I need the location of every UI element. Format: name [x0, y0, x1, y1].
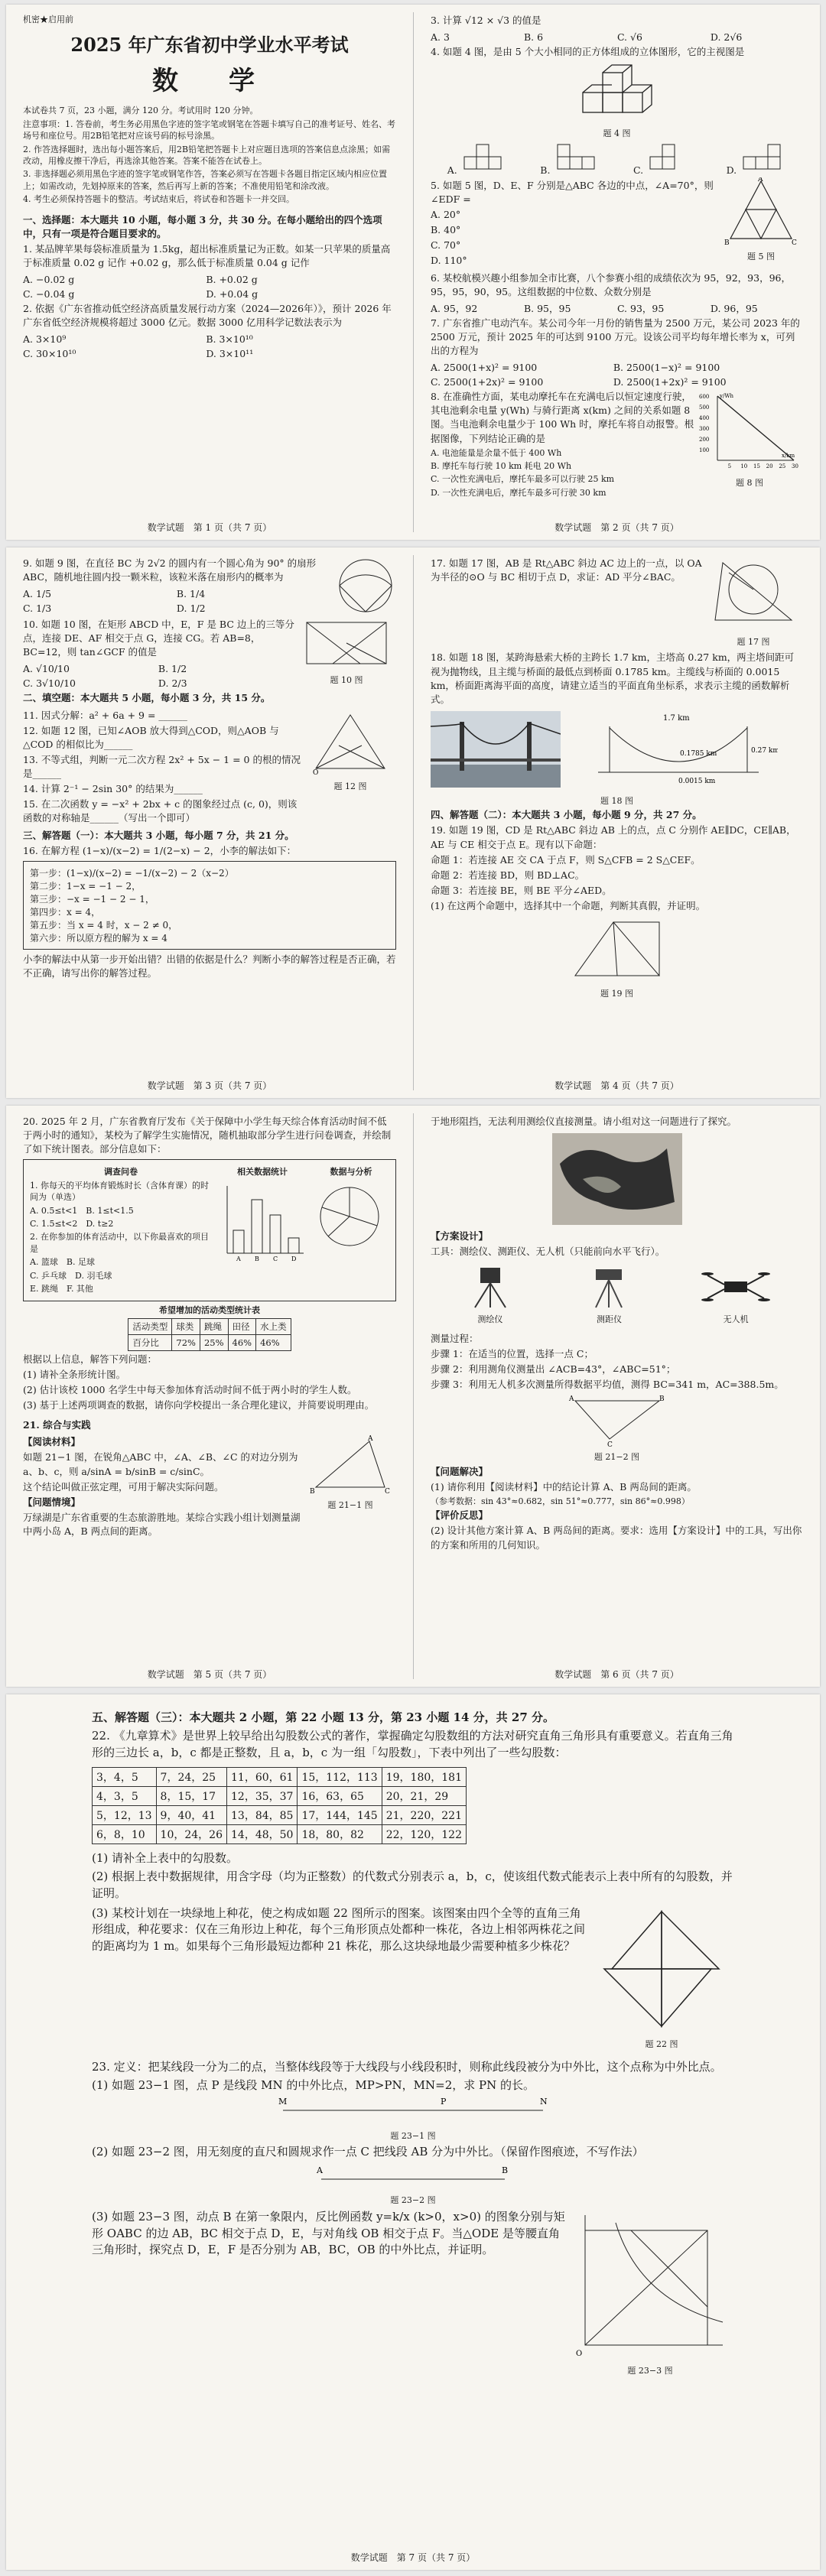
- question-19: 19. 如题 19 图，CD 是 Rt△ABC 斜边 AB 上的点，点 C 分别作 AE∥DC，CE∥AB，AE 与 CE 相交于点 E。现有以下命题：: [431, 824, 796, 850]
- q8-block: [431, 388, 803, 500]
- page-6: [414, 1106, 820, 1687]
- q19-figure-caption: 题 19 图: [600, 989, 633, 999]
- tool-theodolite: [463, 1263, 517, 1327]
- survey-item-1: 1. 你每天的平均体育锻炼时长（含体育课）的时间为（单选）: [30, 1180, 209, 1203]
- q5-option-b: B. 40°: [431, 224, 461, 236]
- table-cell: 25%: [200, 1334, 228, 1350]
- solve-item-2: （参考数据：sin 43°≈0.682，sin 51°≈0.777，sin 86°≈0.998）: [431, 1496, 690, 1506]
- q2-options: [23, 331, 396, 360]
- q3-options: [431, 29, 803, 44]
- step-5: 第五步：当 x = 4 时，x − 2 ≠ 0，: [30, 919, 178, 931]
- segment-ab-figure: [306, 2162, 520, 2190]
- exam-sheet-1: [6, 5, 820, 540]
- secret-label: 机密★启用前: [23, 15, 73, 24]
- table-cell: 3，4，5: [93, 1768, 157, 1787]
- table-cell: 18，80，82: [298, 1825, 382, 1844]
- question-6: 6. 某校航模兴趣小组参加全市比赛，八个参赛小组的成绩依次为 95，92，93，96，95，95，90，95。这组数据的中位数、众数分别是: [431, 271, 791, 297]
- table-cell: 6，8，10: [93, 1825, 157, 1844]
- q20-ask-4: (3) 基于上述两项调查的数据，请你向学校提出一条合理化建议，并简要说明理由。: [23, 1399, 375, 1411]
- q4-option-d-shape: [740, 143, 786, 174]
- table-cell: 11，60，61: [227, 1768, 298, 1787]
- page-3-footer: 数学试题 第 3 页（共 7 页）: [147, 1080, 272, 1091]
- category-label: B: [255, 1255, 259, 1262]
- svg-text:A: A: [568, 1395, 574, 1404]
- rectangle-hyperbola-figure: [570, 2207, 730, 2360]
- question-8: 8. 在准确性方面，某电动摩托车在充满电后以恒定速度行驶，其电池剩余电量 y(Wh) 与骑行距离 x(km) 之间的关系如题 8 图。当电池剩余电量少于 100 Wh 时，摩托车将自动报警。根据图像，下列结论正确的是: [431, 391, 694, 444]
- q22-part-2: (2) 根据上表中数据规律，用含字母（均为正整数）的代数式分别表示 a，b，c，使该组代数式能表示上表中所有的勾股数，并证明。: [92, 1869, 733, 1900]
- table-cell: 22，120，122: [382, 1825, 466, 1844]
- table-cell: 7，24，25: [156, 1768, 226, 1787]
- q20-ask-3: (2) 估计该校 1000 名学生中每天参加体育活动时间不低于两小时的学生人数。: [23, 1383, 357, 1395]
- analysis-heading: 数据与分析: [330, 1167, 372, 1178]
- table-cell: 田径: [228, 1318, 256, 1334]
- drone-icon: [701, 1263, 770, 1309]
- x-axis-label: x/km: [782, 453, 795, 460]
- q10-option-c: C. 3√10/10: [23, 677, 76, 690]
- table-cell: 17，144，145: [298, 1806, 382, 1825]
- q9-block: [23, 555, 396, 616]
- step-6: 第六步：所以原方程的解为 x = 4: [30, 932, 167, 944]
- fig-21-2-caption: 题 21−2 图: [593, 1452, 640, 1463]
- x-tick-label: 25: [779, 463, 786, 470]
- question-3: 3. 计算 √12 × √3 的值是: [431, 15, 541, 26]
- bar: [270, 1215, 281, 1253]
- question-12: 12. 如题 12 图，已知∠AOB 放大得到△COD，则△AOB 与△COD 的相似比为______: [23, 724, 279, 750]
- exam-sheet-4: [6, 1694, 820, 2570]
- section-2-heading: 二、填空题：本大题共 5 小题，每小题 3 分，共 15 分。: [23, 692, 271, 704]
- survey-item-6: C. 乒乓球 D. 羽毛球: [30, 1270, 112, 1281]
- bridge-photo: [431, 711, 561, 788]
- q23-part-3: (3) 如题 23−3 图，动点 B 在第一象限内，反比例函数 y=k/x (k>0，x>0) 的图象分别与矩形 OABC 的边 AB，BC 相交于点 D，E，与对角线 OB 相交于点 F。当△ODE 是等腰直角三角形时，探究点 D，E，F 是否分别为 AB，BC，OB 的中外比点，并证明。: [92, 2209, 565, 2257]
- segment-mn-figure: [268, 2095, 558, 2126]
- q4-option-c-shape: [647, 143, 693, 174]
- solve-item-1: (1) 请你利用【阅读材料】中的结论计算 A、B 两岛间的距离。: [431, 1480, 697, 1493]
- table-cell: 46%: [256, 1334, 291, 1350]
- tower-label: 0.27 km: [750, 746, 778, 755]
- table-cell: 活动类型: [128, 1318, 172, 1334]
- section-3-heading: 三、解答题（一）：本大题共 3 小题，每小题 7 分，共 21 分。: [23, 829, 294, 841]
- survey-panel: [23, 1159, 396, 1301]
- table-header-row: [128, 1318, 291, 1334]
- y-tick-label: 600: [699, 394, 710, 401]
- bar: [288, 1238, 299, 1253]
- bar: [252, 1200, 262, 1253]
- x-tick-label: 30: [792, 463, 798, 470]
- table-cell: 12，35，37: [227, 1787, 298, 1806]
- table-cell: 百分比: [128, 1334, 172, 1350]
- q1-option-c: C. −0.04 g: [23, 288, 75, 300]
- q4-option-c-label: C.: [633, 164, 644, 176]
- y-tick-label: 400: [699, 415, 710, 422]
- question-14: 14. 计算 2⁻¹ − 2sin 30° 的结果为______: [23, 783, 203, 795]
- proposition-3: 命题 3：若连接 BE，则 BE 平分∠AED。: [431, 884, 612, 896]
- q4-options: [431, 143, 803, 177]
- stats-heading: 相关数据统计: [237, 1167, 288, 1178]
- islands-triangle-figure: [567, 1393, 667, 1447]
- q20-ask-2: (1) 请补全条形统计图。: [23, 1368, 126, 1380]
- context-heading: 【问题情境】: [23, 1496, 81, 1508]
- rangefinder-icon: [582, 1263, 636, 1309]
- note-1: 注意事项：1. 答卷前，考生务必用黑色字迹的签字笔或钢笔在答题卡填写自己的准考证号、姓名、考场号和座位号。用2B铅笔把对应该号码的标号涂黑。: [23, 119, 395, 141]
- q5-figure-caption: 题 5 图: [747, 251, 775, 261]
- table-cell: 4，3，5: [93, 1787, 157, 1806]
- point-n-label: N: [540, 2097, 548, 2107]
- table-row: [93, 1768, 467, 1787]
- theodolite-icon: [463, 1263, 517, 1309]
- q5-block: [431, 177, 803, 270]
- q8-option-b: B. 摩托车每行驶 10 km 耗电 20 Wh: [431, 461, 572, 472]
- x-tick-label: 20: [766, 463, 773, 470]
- page-4-footer: 数学试题 第 4 页（共 7 页）: [554, 1080, 679, 1091]
- q4-option-c: [633, 143, 693, 177]
- q4-option-a-label: A.: [447, 164, 457, 176]
- question-18: 18. 如题 18 图，某跨海悬索大桥的主跨长 1.7 km，主塔高 0.27 km，两主塔间距可视为抛物线，且主缆与桥面的最低点到桥面 0.1785 km。主缆线与桥面的 0.0015 km，桥面距离海平面的高度，请建立适当的平面直角坐标系，求表示主缆的函数解析式。: [431, 651, 795, 705]
- y-tick-label: 200: [699, 437, 710, 443]
- table-row: [93, 1825, 467, 1844]
- page-1: [6, 5, 413, 540]
- subject-title: 数 学: [152, 66, 267, 97]
- table-cell: 16，63，65: [298, 1787, 382, 1806]
- solve-item-4: (2) 设计其他方案计算 A、B 两岛间的距离。要求：选用【方案设计】中的工具，写出你的方案和所用的几何知识。: [431, 1525, 802, 1551]
- table-cell: 水上类: [256, 1318, 291, 1334]
- note-2: 2. 作答选择题时，选出每小题答案后，用2B铅笔把答题卡上对应题目选项的答案信息点涂黑；如需改动，用橡皮擦干净后，再选涂其他答案。答案不能答在试卷上。: [23, 144, 391, 166]
- table-cell: 球类: [172, 1318, 200, 1334]
- table-row: [128, 1334, 291, 1350]
- tool-label: 测绘仪: [477, 1314, 503, 1325]
- step-2: 第二步：1−x = −1 − 2，: [30, 880, 141, 892]
- lowest-label: 0.1785 km: [679, 749, 717, 758]
- y-tick-label: 500: [699, 404, 710, 411]
- svg-text:B: B: [310, 1488, 315, 1496]
- triangle-def-figure: [723, 177, 799, 246]
- process-step-2: 步骤 2：利用测角仪测量出 ∠ACB=43°，∠ABC=51°；: [431, 1363, 676, 1376]
- table-cell: 19，180，181: [382, 1768, 466, 1787]
- question-11: 11. 因式分解：a² + 6a + 9 = ______: [23, 709, 187, 721]
- survey-pie-chart: [313, 1180, 386, 1253]
- tools-text: 工具：测绘仪、测距仪、无人机（只能前向水平飞行）。: [431, 1246, 665, 1258]
- step-4: 第四步：x = 4，: [30, 906, 101, 918]
- table-cell: 5，12，13: [93, 1806, 157, 1825]
- tool-rangefinder: [582, 1263, 636, 1327]
- bar: [233, 1230, 244, 1253]
- q5-option-c: C. 70°: [431, 239, 461, 252]
- tool-label: 测距仪: [596, 1314, 622, 1325]
- q8-figure-caption: 题 8 图: [736, 478, 763, 489]
- fig-23-1-caption: 题 23−1 图: [390, 2131, 436, 2142]
- solve-heading: 【问题解决】: [431, 1465, 489, 1477]
- question-17: 17. 如题 17 图，AB 是 Rt△ABC 斜边 AC 边上的一点，以 OA 为半径的⊙O 与 BC 相切于点 D，求证：AD 平分∠BAC。: [431, 557, 702, 583]
- question-20: 20. 2025 年 2 月，广东省教育厅发布《关于保障中小学生每天综合体育活动时间不低于两小时的通知》，某校为了解学生实施情况，随机抽取部分学生进行问卷调查，并绘制了如下统计图表。部分信息如下：: [23, 1116, 392, 1155]
- exam-sheet-3: [6, 1106, 820, 1687]
- q10-option-a: A. √10/10: [23, 663, 70, 675]
- q9-option-c: C. 1/3: [23, 603, 52, 615]
- table-row: [93, 1806, 467, 1825]
- section-1-heading: 一、选择题：本大题共 10 小题，每小题 3 分，共 30 分。在每小题给出的四个选项中，只有一项是符合题目要求的。: [23, 213, 382, 239]
- section-5-heading: 五、解答题（三）：本大题共 2 小题，第 22 小题 13 分，第 23 小题 14 分，共 27 分。: [92, 1710, 554, 1724]
- q10-block: [23, 616, 396, 690]
- q9-option-b: B. 1/4: [176, 588, 206, 600]
- q22-part-1: (1) 请补全上表中的勾股数。: [92, 1851, 239, 1866]
- q6-option-c: C. 93，95: [616, 302, 665, 314]
- rectangle-figure: [301, 616, 392, 670]
- bridge-diagram: [594, 711, 778, 788]
- step-3: 第三步：−x = −1 − 2 − 1，: [30, 893, 154, 905]
- point-a-label: A: [317, 2165, 323, 2175]
- q18-figures: [431, 711, 803, 791]
- svg-text:B: B: [659, 1395, 665, 1404]
- page-5: [6, 1106, 413, 1687]
- x-tick-label: 10: [740, 463, 748, 470]
- q4-option-b-label: B.: [540, 164, 551, 176]
- q6-option-d: D. 96，95: [710, 302, 758, 314]
- point-m-label: M: [278, 2097, 288, 2107]
- circle-sector-figure: [335, 555, 396, 616]
- activity-table: [128, 1318, 291, 1351]
- scheme-heading: 【方案设计】: [431, 1230, 489, 1243]
- q4-option-b: [540, 143, 600, 177]
- q1-options: [23, 271, 396, 300]
- page-1-footer: 数学试题 第 1 页（共 7 页）: [147, 522, 272, 533]
- svg-text:C: C: [606, 1441, 613, 1447]
- reading-heading: 【阅读材料】: [23, 1436, 81, 1448]
- q7-option-c: C. 2500(1+2x)² = 9100: [431, 376, 544, 388]
- activity-table-title: 希望增加的活动类型统计表: [159, 1305, 260, 1316]
- table-cell: 8，15，17: [156, 1787, 226, 1806]
- q10-option-d: D. 2/3: [158, 677, 187, 690]
- table-cell: 20，21，29: [382, 1787, 466, 1806]
- page-6-footer: 数学试题 第 6 页（共 7 页）: [554, 1669, 679, 1680]
- pythagorean-table: [92, 1767, 467, 1844]
- q6-option-b: B. 95，95: [523, 302, 571, 314]
- table-cell: 21，220，221: [382, 1806, 466, 1825]
- y-tick-label: 300: [699, 426, 710, 433]
- tool-label: 无人机: [723, 1314, 749, 1325]
- series-line: [717, 396, 794, 460]
- q4-option-d: [727, 143, 787, 177]
- flower-pattern-figure: [597, 1904, 727, 2034]
- q1-option-a: A. −0.02 g: [23, 274, 75, 286]
- question-5: 5. 如题 5 图，D、E、F 分别是△ABC 各边的中点，∠A=70°，则∠EDF =: [431, 179, 714, 205]
- battery-chart: [698, 388, 802, 473]
- table-row: [93, 1787, 467, 1806]
- exam-intro: 本试卷共 7 页，23 小题，满分 120 分。考试用时 120 分钟。: [23, 106, 259, 116]
- q3-option-c: C. √6: [616, 31, 642, 44]
- solution-steps-box: [23, 861, 396, 950]
- question-1: 1. 某品牌苹果每袋标准质量为 1.5kg，超出标准质量记为正数。如某一只苹果的质量高于标准质量 0.02 g 记作 +0.02 g，那么低于标准质量 0.04 g 记作: [23, 242, 391, 268]
- question-16: 16. 在解方程 (1−x)/(x−2) = 1/(2−x) − 2，小李的解法如下：: [23, 844, 297, 856]
- parallelogram-figure: [560, 914, 675, 983]
- q9-option-a: A. 1/5: [23, 588, 52, 600]
- q19-question: (1) 在这两个命题中，选择其中一个命题，判断其真假，并证明。: [431, 900, 706, 912]
- q3-option-b: B. 6: [523, 31, 544, 44]
- q4-option-a: [447, 143, 507, 177]
- question-23: 23. 定义：把某线段一分为二的点，当整体线段等于大线段与小线段积时，则称此线段被分为中外比，这个点称为中外比点。: [92, 2059, 722, 2074]
- context-text: 万绿湖是广东省重要的生态旅游胜地。某综合实践小组计划测量湖中两小岛 A，B 两点间的距离。: [23, 1511, 301, 1538]
- question-7: 7. 广东省推广电动汽车。某公司今年一月份的销售量为 2500 万元，某公司 2023 年的 2500 万元，预计 2025 年的可达到 9100 万元。设该公司平均每年增长率为 x，可列出的方程为: [431, 317, 800, 357]
- point-p-label: P: [441, 2097, 447, 2107]
- category-label: A: [236, 1255, 241, 1262]
- q3-option-d: D. 2√6: [710, 31, 743, 44]
- q12-figure-caption: 题 12 图: [333, 781, 367, 791]
- page-4: [414, 547, 820, 1098]
- table-cell: 72%: [172, 1334, 200, 1350]
- survey-item-4: 2. 在你参加的体育活动中，以下你最喜欢的项目是: [30, 1232, 209, 1254]
- category-label: D: [291, 1255, 297, 1262]
- q2-option-a: A. 3×10⁹: [23, 333, 67, 346]
- table-cell: 10，24，26: [156, 1825, 226, 1844]
- reading-text-2: 这个结论叫做正弦定理，可用于解决实际问题。: [23, 1480, 224, 1493]
- fig-23-3-caption: 题 23−3 图: [627, 2365, 673, 2376]
- solve-item-3: 【评价反思】: [431, 1509, 489, 1522]
- table-cell: 15，112，113: [298, 1768, 382, 1787]
- question-13: 13. 不等式组，判断一元二次方程 2x² + 5x − 1 = 0 的根的情况是______: [23, 753, 301, 779]
- q23-part-2: (2) 如题 23−2 图，用无刻度的直尺和圆规求作一点 C 把线段 AB 分为中外比。（保留作图痕迹，不写作法）: [92, 2144, 644, 2159]
- svg-text:A: A: [368, 1435, 373, 1444]
- q2-option-d: D. 3×10¹¹: [206, 348, 254, 360]
- q1-option-d: D. +0.04 g: [206, 288, 259, 300]
- q9-option-d: D. 1/2: [176, 603, 206, 615]
- q22-part-3-block: [92, 1904, 734, 2051]
- q17-figure-caption: 题 17 图: [737, 637, 770, 647]
- q16-question: 小李的解法中从第一步开始出错？出错的依据是什么？判断小李的解答过程是否正确，若不正确，请写出你的解答过程。: [23, 953, 396, 979]
- svg-text:C: C: [792, 239, 797, 246]
- q7-options: [431, 359, 803, 388]
- page-7-footer: 数学试题 第 7 页（共 7 页）: [350, 2552, 476, 2563]
- acute-triangle-figure: [308, 1434, 392, 1495]
- x-tick-label: 15: [753, 463, 760, 470]
- proposition-2: 命题 2：若连接 BD，则 BD⊥AC。: [431, 869, 585, 881]
- q8-option-a: A. 电池能量是余量不低于 400 Wh: [431, 447, 562, 458]
- exam-sheet-2: [6, 547, 820, 1098]
- q1-option-b: B. +0.02 g: [206, 274, 258, 286]
- q21-block: [23, 1434, 396, 1540]
- survey-item-7: E. 跳绳 F. 其他: [30, 1283, 93, 1294]
- q17-block: [431, 555, 803, 649]
- question-10: 10. 如题 10 图，在矩形 ABCD 中，E，F 是 BC 边上的三等分点，连接 DE、AF 相交于点 G，连接 CG。若 AB=8，BC=12，则 tan∠GCF 的值是: [23, 619, 294, 658]
- tools-row: [431, 1263, 803, 1327]
- question-9: 9. 如题 9 图，在直径 BC 为 2√2 的圆内有一个圆心角为 90° 的扇形 ABC，随机地往圆内投一颗米粒，该粒米落在扇形内的概率为: [23, 557, 317, 583]
- q23-part-3-block: [92, 2207, 734, 2378]
- svg-text:B: B: [724, 239, 730, 246]
- span-label: 1.7 km: [662, 713, 690, 723]
- fig-21-1-caption: 题 21−1 图: [327, 1500, 373, 1511]
- note-4: 4. 考生必须保持答题卡的整洁。考试结束后，将试卷和答题卡一并交回。: [23, 194, 294, 205]
- q6-option-a: A. 95，92: [431, 302, 478, 314]
- process-step-3: 步骤 3：利用无人机多次测量所得数据平均值，测得 BC=341 m，AC=388.5m。: [431, 1379, 784, 1391]
- q2-option-b: B. 3×10¹⁰: [206, 333, 253, 346]
- survey-bar-chart: [216, 1180, 307, 1264]
- page-5-footer: 数学试题 第 5 页（共 7 页）: [147, 1669, 272, 1680]
- table-cell: 46%: [228, 1334, 256, 1350]
- survey-item-5: A. 篮球 B. 足球: [30, 1257, 96, 1268]
- survey-item-3: C. 1.5≤t<2 D. t≥2: [30, 1218, 114, 1229]
- page-7: [75, 1694, 751, 2570]
- point-b-label: B: [502, 2165, 509, 2175]
- table-cell: 14，48，50: [227, 1825, 298, 1844]
- svg-text:C: C: [385, 1488, 390, 1496]
- q10-figure-caption: 题 10 图: [330, 675, 363, 685]
- y-tick-label: 100: [699, 447, 710, 454]
- q7-option-b: B. 2500(1−x)² = 9100: [613, 362, 720, 374]
- x-tick-label: 5: [727, 463, 732, 470]
- q4-option-d-label: D.: [726, 164, 737, 176]
- svg-text:O: O: [313, 768, 319, 776]
- q4-figure: [431, 62, 803, 139]
- tangent-circle-figure: [707, 555, 799, 632]
- question-22: 22. 《九章算术》是世界上较早给出勾股数公式的著作，掌握确定勾股数组的方法对研究直角三角形具有重要意义。若直角三角形的三边长 a，b，c 都是正整数，且 a，b，c 为一组「勾股数」，下表中列出了一些勾股数：: [92, 1728, 733, 1759]
- q6-options: [431, 300, 803, 315]
- q22-figure-caption: 题 22 图: [645, 2038, 678, 2049]
- exam-title: 2025 年广东省初中学业水平考试: [70, 34, 349, 57]
- question-21: 21. 综合与实践: [23, 1419, 91, 1431]
- q10-option-b: B. 1/2: [158, 663, 187, 675]
- q4-figure-caption: 题 4 图: [603, 128, 631, 139]
- q2-option-c: C. 30×10¹⁰: [23, 348, 76, 360]
- q4-option-b-shape: [554, 143, 600, 174]
- q18-figure-caption: 题 18 图: [600, 795, 633, 806]
- tool-drone: [701, 1263, 770, 1327]
- survey-item-2: A. 0.5≤t<1 B. 1≤t<1.5: [30, 1205, 134, 1216]
- fig-23-2-caption: 题 23−2 图: [390, 2194, 436, 2205]
- question-4: 4. 如题 4 图，是由 5 个大小相同的正方体组成的立体图形，它的主视图是: [431, 46, 745, 58]
- q20-ask-1: 根据以上信息，解答下列问题：: [23, 1353, 158, 1365]
- cube-stack-figure: [575, 62, 659, 123]
- fill-blank-block: [23, 707, 396, 827]
- q7-option-d: D. 2500(1+2x)² = 9100: [613, 376, 727, 388]
- process-step-1: 步骤 1：在适当的位置，选择一点 C；: [431, 1347, 593, 1359]
- y-axis-label: y/Wh: [720, 393, 734, 400]
- page-6-intro: 于地形阻挡，无法利用测绘仪直接测量。请小组对这一问题进行了探究。: [431, 1116, 737, 1127]
- reading-text: 如题 21−1 图，在锐角△ABC 中，∠A、∠B、∠C 的对边分别为 a、b、c，则 a/sinA = b/sinB = c/sinC。: [23, 1451, 298, 1477]
- q8-option-c: C. 一次性充满电后，摩托车最多可以行驶 25 km: [431, 474, 615, 485]
- q23-part-1: (1) 如题 23−1 图，点 P 是线段 MN 的中外比点，MP>PN，MN=2，求 PN 的长。: [92, 2077, 535, 2092]
- svg-text:O: O: [576, 2349, 583, 2358]
- page-3: [6, 547, 413, 1098]
- process-step-0: 测量过程：: [431, 1332, 479, 1344]
- section-4-heading: 四、解答题（二）：本大题共 3 小题，每小题 9 分，共 27 分。: [431, 809, 702, 821]
- q22-part-3: (3) 某校计划在一块绿地上种花，使之构成如题 22 图所示的图案。该图案由四个全等的直角三角形组成，种花要求：仅在三角形边上种花，每个三角形顶点处都种一株花，各边上相邻两株花之间的距离均为 1 m。如果每个三角形最短边都种 21 株花，那么这块绿地最少需要种植多少株花？: [92, 1905, 586, 1953]
- question-2: 2. 依据《广东省推动低空经济高质量发展行动方案（2024—2026年）》，预计 2026 年广东省低空经济规模将超过 3000 亿元。数据 3000 亿用科学记数法表示为: [23, 303, 392, 329]
- note-3: 3. 非选择题必须用黑色字迹的签字笔或钢笔作答，答案必须写在答题卡各题目指定区域内相应位置上；如需改动，先划掉原来的答案，然后再写上新的答案；不准使用铅笔和涂改液。: [23, 169, 387, 191]
- table-cell: 跳绳: [200, 1318, 228, 1334]
- category-label: C: [273, 1255, 278, 1262]
- q3-option-a: A. 3: [431, 31, 450, 44]
- lake-map-photo: [552, 1133, 682, 1225]
- step-1: 第一步：(1−x)/(x−2) = −1/(x−2) − 2（x−2）: [30, 867, 234, 879]
- deck-label: 0.0015 km: [678, 777, 715, 785]
- q8-option-d: D. 一次性充满电后，摩托车最多可行驶 30 km: [431, 487, 606, 498]
- svg-text:A: A: [758, 177, 763, 184]
- proposition-1: 命题 1：若连接 AE 交 CA 于点 F，则 S△CFB = 2 S△CEF。: [431, 853, 701, 866]
- table-cell: 9，40，41: [156, 1806, 226, 1825]
- q7-option-a: A. 2500(1+x)² = 9100: [431, 362, 538, 374]
- q4-option-a-shape: [461, 143, 507, 174]
- similar-triangles-figure: [308, 707, 392, 776]
- table-cell: 13，84，85: [227, 1806, 298, 1825]
- survey-heading: 调查问卷: [104, 1167, 138, 1178]
- question-15: 15. 在二次函数 y = −x² + 2bx + c 的图象经过点 (c, 0)，则该函数的对称轴是______（写出一个即可）: [23, 798, 298, 824]
- q5-option-a: A. 20°: [431, 209, 461, 221]
- q5-option-d: D. 110°: [431, 255, 467, 267]
- page-2-footer: 数学试题 第 2 页（共 7 页）: [554, 522, 679, 533]
- page-2: [414, 5, 820, 540]
